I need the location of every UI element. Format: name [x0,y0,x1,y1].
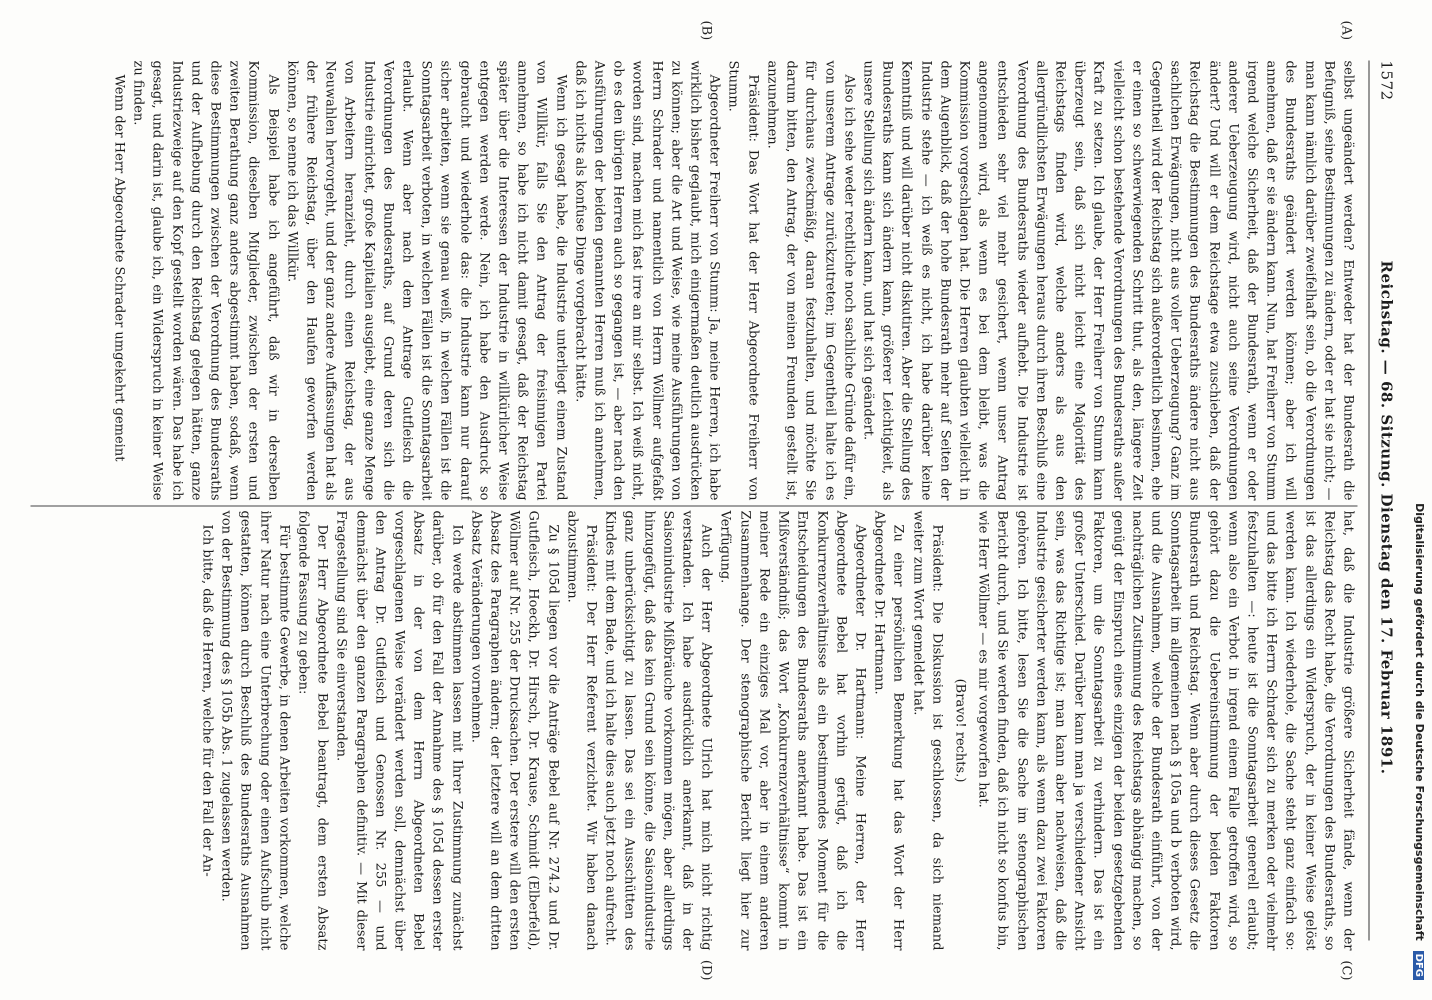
page-number: 1572 [1377,60,1396,101]
paragraph: Der Herr Abgeordnete Bebel beantragt, dem ersten Absatz folgende Fassung zu geben: [295,510,330,951]
paragraph: Wenn ich gesagt habe, die Industrie unterliegt einem Zustand von Willkür, falls Sie den Antrag der freisinnigen Partei annehmen, so habe ich nicht damit gesagt, daß der Reichstag später über die Interessen der Industrie in willkürlicher Weise entgegen werden werde. Nein, ich habe den Ausdruck so gebraucht und wiederhole das: die Industrie kann nur darauf sicher arbeiten, wenn sie genau weiß, in welchen Fällen ist die Sonntagsarbeit verboten, in welchen Fällen ist die Sonntagsarbeit erlaubt. Wenn aber nach dem Antrage Gutfleisch die Verordnungen des Bundesraths, auf Grund deren sich die Industrie einrichtet, große Kapitalien ausgiebt, eine ganze Menge von Arbeitern heranzieht, durch einen Reichstag, der aus Neuwahlen hervorgeht, und der ganz andere Auffassungen hat als der frühere Reichstag, über den Haufen geworfen werden können, so nenne ich das Willkür. [284,60,569,501]
dfg-logo: DFG [1413,951,1424,980]
paragraph: Zu § 105d liegen vor die Anträge Bebel auf Nr. 274.2 und Dr. Gutfleisch, Hoeckh, Dr. Hirsch, Dr. Krause, Schmidt (Elberfeld), Wöllmer auf Nr. 255 der Drucksachen. Der erstere will den ersten Absatz des Paragraphen ändern; der letztere will an dem dritten Absatz Veränderungen vornehmen. [468,510,561,951]
margin-mark-b: (B) [698,20,714,41]
left-column [29,61,1358,501]
speaker-paragraph: Präsident: Der Herr Referent verzichtet. Wir haben danach abzustimmen. [564,510,599,951]
digitization-note: Digitalisierung gefördert durch die Deutsche Forschungsgemeinschaft [1413,503,1426,941]
paragraph: Ich bitte, daß die Herren, welche für den Fall der An- [199,524,215,877]
speaker-paragraph: Abgeordneter Dr. Hartmann: Meine Herren, der Herr Abgeordnete Bebel hat vorhin gerügt, daß ich die Konkurrenzverhältnisse als ein bestimmendes Moment für die Entscheidungen des Bundesraths anerkannt habe. Das ist ein Mißverständniß; das Wort „Konkurrenzverhältnisse“ kommt in meiner Rede ein einziges Mal vor, aber in einem anderen Zusammenhange. Der stenographische Bericht liegt hier zur Verfügung. [718,510,868,951]
column-divider [31,506,1358,507]
speaker-paragraph: Präsident: Das Wort hat der Herr Abgeordnete Freiherr von Stumm. [726,60,761,501]
paragraph: selbst ungeändert werden? Entweder hat der Bundesrath die Befugniß, seine Bestimmungen zu ändern, oder er hat sie nicht; — man kann nämlich darüber zweifelhaft sein, ob die Verordnungen des Bundesraths geändert werden können; aber ich will annehmen, daß er sie ändern kann. Nun, hat Freiherr von Stumm irgend welche Sicherheit, daß der Bundesrath, wenn er oder anderer Ueberzeugung wird, nicht auch seine Verordnungen ändert? Und will er dem Reichstage etwa zuschieben, daß der Reichstag die Bestimmungen des Bundesraths ändere nicht aus sachlichen Erwägungen, nicht aus voller Ueberzeugung? Ganz im Gegentheil wird der Reichstag sich außerordentlich besinnen, ehe er einen so schwerwiegenden Schritt thut, als den, längere Zeit vielleicht schon bestehende Verordnungen des Bundesraths außer Kraft zu setzen. Ich glaube, der Herr Freiherr von Stumm kann überzeugt sein, daß sich nicht leicht eine Majorität des Reichstags finden wird, welche anders als aus den allergründlichsten Erwägungen heraus durch ihren Beschluß eine Verordnung des Bundesraths wieder aufhebt. Die Industrie ist entschieden sehr viel mehr gesichert, wenn unser Antrag angenommen wird, als wenn es bei dem bleibt, was die Kommission vorgeschlagen hat. Die Herren glaubten vielleicht in dem Augenblick, daß der hohe Bundesrath mehr auf Seiten der Industrie stehe — ich weiß es nicht, ich habe darüber keine Kenntniß und will darüber nicht diskutiren. Aber die Stellung des Bundesraths kann sich ändern kann, größerer Leichtigkeit, als unsere Stellung sich ändern kann, und hat sich geändert. [860,60,1356,501]
margin-mark-a: (A) [1338,20,1354,41]
paragraph: Wenn der Herr Abgeordnete Schrader umgekehrt gemeint [111,74,127,462]
speaker-paragraph: Präsident: Die Diskussion ist geschlossen, da sich niemand weiter zum Wort gemeldet hat. [910,510,945,951]
digitization-credit [1406,20,1426,980]
margin-mark-c: (C) [1338,960,1354,981]
margin-mark-d: (D) [698,959,714,981]
rotated-newspaper-page [19,21,1414,981]
header-rule [1369,61,1370,941]
interjection: (Bravo! rechts.) [952,678,968,783]
page-header [1370,61,1400,941]
session-title: Reichstag. — 68. Sitzung. Dienstag den 17. Februar 1891. [1377,260,1396,775]
paragraph: Ich werde abstimmen lassen mit Ihrer Zustimmung zunächst darüber, ob für den Fall der Annahme des § 105d dessen erster Absatz in der von dem Herrn Abgeordneten Bebel vorgeschlagenen Weise verändert werden soll, demnächst über den Antrag Dr. Gutfleisch und Genossen Nr. 255 — und demnächst über den ganzen Paragraphen definitiv. — Mit dieser Fragestellung sind Sie einverstanden. [333,510,465,951]
paragraph: Als Beispiel habe ich angeführt, daß wir in derselben Kommission, dieselben Mitglieder, zwischen der ersten und zweiten Berathung ganz anders abgestimmt haben, sodaß, wenn diese Bestimmungen zwischen der Verordnung des Bundesraths und der Aufhebung durch den Reichstag gelegen hätten, ganze Industriezweige auf den Kopf gestellt worden wären. Das habe ich gesagt, und darin ist, glaube ich, ein Widerspruch in keiner Weise zu finden. [130,60,281,501]
paragraph: Auch der Herr Abgeordnete Ulrich hat mich nicht richtig verstanden. Ich habe ausdrücklich anerkannt, daß in der Saisonindustrie Mißbräuche vorkommen mögen, aber allerdings hinzugefügt, daß das kein Grund sein könne, die Saisonindustrie ganz unberücksichtigt zu lassen. Das sei ein Ausschütten des Kindes mit dem Bade, und ich halte dies auch jetzt noch aufrecht. [602,510,714,951]
paragraph: hat, daß die Industrie größere Sicherheit fände, wenn der Reichstag das Recht habe, die Verordnungen des Bundesraths, so ist das allerdings ein Widerspruch, der in keiner Weise gelöst werden kann. Ich wiederhole, die Sache steht ganz einfach so: und das bitte ich Herrn Schrader sich zu merken oder vielmehr festzuhalten —: heute ist die Sonntagsarbeit generell erlaubt; wenn also ein Verbot in irgend einem Falle getroffen wird, so gehört dazu die Uebereinstimmung der beiden Faktoren Bundesrath und Reichstag. Wenn aber durch dieses Gesetz die Sonntagsarbeit im allgemeinen nach § 105a und b verboten wird, und die Ausnahmen, welche der Bundesrath einführt, von der nachträglichen Zustimmung des Reichstags abhängig machen, so genügt der Einspruch eines einzigen der beiden gesetzgebenden Faktoren, um die Sonntagsarbeit zu verhindern. Das ist ein großer Unterschied. Darüber kann man ja verschiedener Ansicht sein, was das Richtige ist; man kann aber nachweisen, daß die Industrie gesicherter werden kann, als wenn dazu zwei Faktoren gehören. Ich bitte, lesen Sie die Sache im stenographischen Bericht durch, und Sie werden finden, daß ich nicht so konfus bin, wie Herr Wöllmer — es mir vorgeworfen hat. [975,510,1356,951]
paragraph: Zu einer persönlichen Bemerkung hat das Wort der Herr Abgeordnete Dr. Hartmann. [871,510,906,951]
speaker-paragraph: Abgeordneter Freiherr von Stumm: Ja, meine Herren, ich habe wirklich bisher geglaubt, mich einigermaßen deutlich ausdrücken zu können; aber die Art und Weise, wie meine Ausführungen von Herrn Schrader und namentlich von Herrn Wöllmer aufgefaßt worden sind, machen mich fast irre an mir selbst. Ich weiß nicht, ob es den übrigen Herren auch so gegangen ist, — aber nach den Ausführungen der beiden genannten Herren muß ich annehmen, daß ich nichts als konfuse Dinge vorgebracht hätte. [572,60,722,501]
paragraph: Also ich sehe weder rechtliche noch sachliche Gründe dafür ein, von unserem Antrage zurückzutreten; im Gegentheil halte ich es für durchaus zweckmäßig, daran festzuhalten, und möchte Sie darum bitten, den Antrag, der von meinen Freunden gestellt ist, anzunehmen. [764,60,857,501]
right-column [29,511,1358,951]
quoted-amendment: Für bestimmte Gewerbe, in denen Arbeiten vorkommen, welche ihrer Natur nach eine Unterbrechung oder einen Aufschub nicht gestatten, können durch Beschluß des Bundesraths Ausnahmen von der Bestimmung des § 105b Abs. 1 zugelassen werden. [218,510,292,951]
